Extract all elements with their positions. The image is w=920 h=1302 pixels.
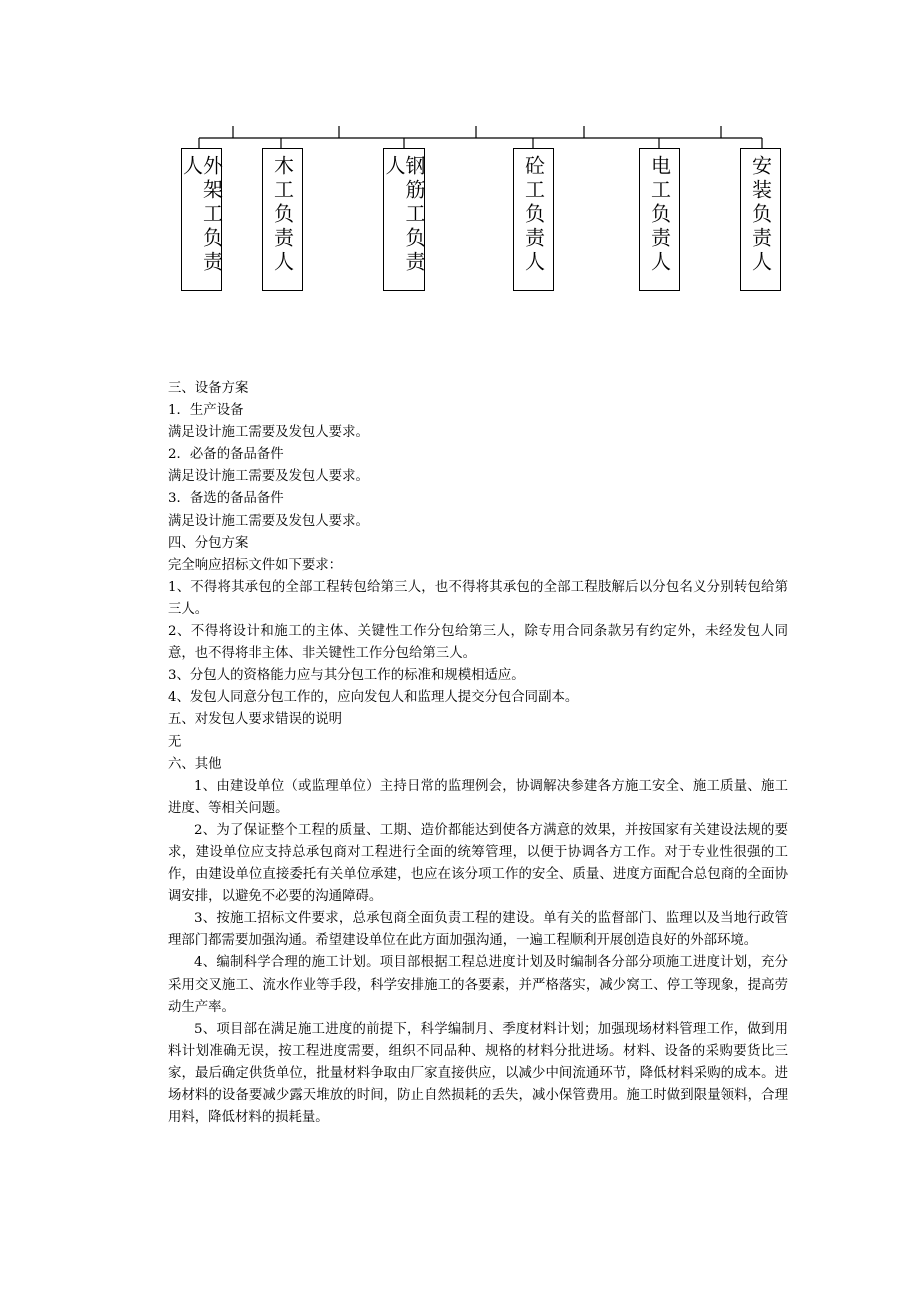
equipment-item-title: 2．必备的备品备件 [168,447,284,463]
equipment-item-title: 3．备选的备品备件 [168,491,284,507]
section-heading-other: 六、其他 [168,756,222,772]
subcontract-item: 4、发包人同意分包工作的，应向发包人和监理人提交分包合同副本。 [168,690,579,706]
other-item: 4、编制科学合理的施工计划。项目部根据工程总进度计划及时编制各分部分项施工进度计划，充分采用交叉施工、流水作业等手段，科学安排施工的各要素，并严格落实，减少窝工、停工等现象，提高劳动生产率。 [168,955,788,1015]
org-box-electrical [639,148,680,291]
subcontract-intro: 完全响应招标文件如下要求： [168,557,343,573]
org-box-label: 电工负责人 [647,155,672,275]
org-box-label: 外架工负责人 [179,155,224,275]
section-heading-equipment: 三、设备方案 [168,381,249,396]
other-item: 2、为了保证整个工程的质量、工期、造价都能达到使各方满意的效果，并按国家有关建设法规的要求，建设单位应支持总承包商对工程进行全面的统筹管理，以便于协调各方工作。对于专业性很强的工作，由建设单位直接委托有关单位承建，也应在该分项工作的安全、质量、进度方面配合总包商的全面协调安排，以避免不必要的沟通障碍。 [168,822,788,905]
section-heading-errors: 五、对发包人要求错误的说明 [168,712,343,728]
section-heading-subcontract: 四、分包方案 [168,535,249,551]
other-item: 1、由建设单位（或监理单位）主持日常的监理例会，协调解决参建各方施工安全、施工质量、施工进度、等相关问题。 [168,778,788,816]
equipment-item-text: 满足设计施工需要及发包人要求。 [168,425,369,441]
equipment-item-text: 满足设计施工需要及发包人要求。 [168,513,369,529]
org-chart [0,0,920,320]
org-box-concrete [513,148,554,291]
equipment-item-text: 满足设计施工需要及发包人要求。 [168,469,369,485]
org-box-label: 安装负责人 [748,155,773,275]
org-box-label: 钢筋工负责人 [382,155,426,275]
org-box-scaffold [181,148,222,291]
org-box-label: 木工负责人 [270,155,295,275]
equipment-item-title: 1．生产设备 [168,403,244,419]
document-body [168,378,788,1129]
other-item: 5、项目部在满足施工进度的前提下，科学编制月、季度材料计划；加强现场材料管理工作，做到用料计划准确无误，按工程进度需要，组织不同品种、规格的材料分批进场。材料、设备的采购要货比三家，最后确定供货单位，批量材料争取由厂家直接供应，以减少中间流通环节，降低材料采购的成本。进场材料的设备要减少露天堆放的时间，防止自然损耗的丢失，减小保管费用。施工时做到限量领料，合理用料，降低材料的损耗量。 [168,1021,788,1126]
other-item: 3、按施工招标文件要求，总承包商全面负责工程的建设。单有关的监督部门、监理以及当地行政管理部门都需要加强沟通。希望建设单位在此方面加强沟通，一遍工程顺利开展创造良好的外部环境。 [168,911,788,949]
org-box-carpentry [262,148,303,291]
subcontract-item: 3、分包人的资格能力应与其分包工作的标准和规模相适应。 [168,668,525,684]
org-chart-connectors [0,0,920,320]
errors-text: 无 [168,734,182,750]
org-box-installation [740,148,781,291]
subcontract-item: 1、不得将其承包的全部工程转包给第三人，也不得将其承包的全部工程肢解后以分包名义分别转包给第三人。 [168,579,788,617]
subcontract-item: 2、不得将设计和施工的主体、关键性工作分包给第三人，除专用合同条款另有约定外，未经发包人同意，也不得将非主体、非关键性工作分包给第三人。 [168,624,788,662]
org-box-label: 砼工负责人 [521,155,546,275]
org-box-rebar [383,148,425,291]
